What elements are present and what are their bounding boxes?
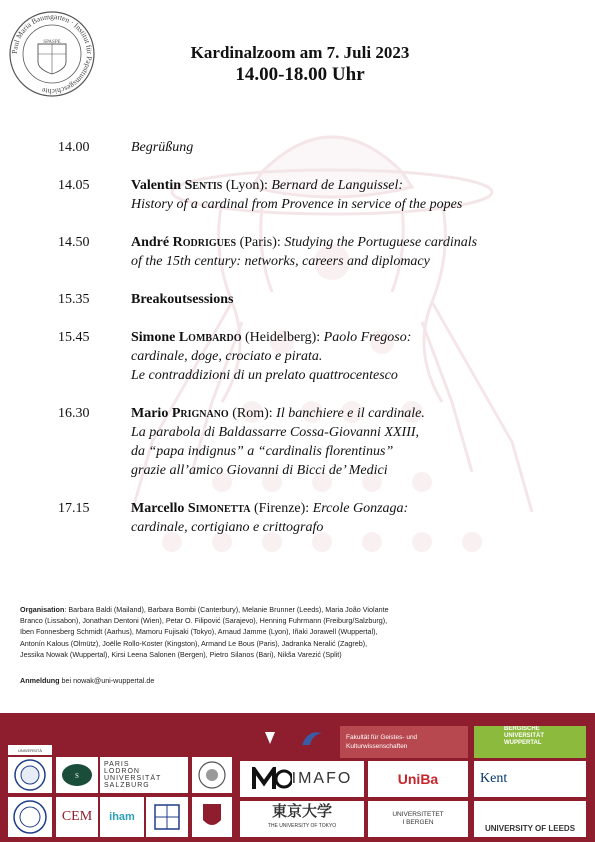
- slot-time: 14.50: [58, 235, 90, 250]
- organisation-label: Organisation: [20, 605, 65, 614]
- slot-time: 16.30: [58, 406, 90, 421]
- speaker-location: (Rom):: [232, 406, 273, 421]
- talk-title: Ercole Gonzaga:: [312, 501, 409, 516]
- speaker-location: (Heidelberg):: [245, 330, 321, 345]
- leeds-logo: UNIVERSITY OF LEEDS: [474, 801, 586, 837]
- slot-title: Begrüßung: [131, 140, 194, 155]
- speaker-location: (Lyon):: [225, 178, 268, 193]
- speaker-location: (Firenze):: [254, 501, 310, 516]
- talk-title: Bernard de Languissel:: [271, 178, 404, 193]
- speaker-location: (Paris):: [239, 235, 281, 250]
- programme-slot: [58, 404, 558, 480]
- organisation-line: Branco (Lissabon), Jonathan Dentoni (Wien), Petar O. Filipović (Sarajevo), Henning Fuhrmann (Freiburg/Salzburg),: [20, 616, 388, 626]
- speaker-first-name: Valentin: [131, 178, 182, 193]
- lisbon-logo: [192, 797, 232, 837]
- speaker-last-name: Prignano: [171, 406, 229, 421]
- talk-title: Paolo Fregoso:: [323, 330, 412, 345]
- slot-time: 15.35: [58, 292, 90, 307]
- organisation-line: Barbara Baldi (Mailand), Barbara Bombi (Canterbury), Melanie Brunner (Leeds), Maria João Violante: [68, 605, 389, 614]
- programme-slot: [58, 290, 558, 309]
- speaker-last-name: Rodrigues: [172, 235, 237, 250]
- registration: [20, 676, 154, 685]
- slot-time: 17.15: [58, 501, 90, 516]
- programme-slot: [58, 138, 558, 157]
- iham-logo: iham: [100, 797, 144, 837]
- trieste-logo: UNIVERSITÀ: [8, 745, 52, 755]
- programme-slot: [58, 499, 558, 537]
- talk-title: History of a cardinal from Provence in service of the popes: [131, 197, 463, 212]
- slot-time: 14.00: [58, 140, 90, 155]
- aarhus-logo: [146, 797, 188, 837]
- talk-title: cardinale, doge, crociato e pirata.: [131, 349, 323, 364]
- organisation-block: Organisation: Barbara Baldi (Mailand), Barbara Bombi (Canterbury), Melanie Brunner (Leeds), Maria João Violante Branco (Lissabon), Jonathan Dentoni (Wien), Petar O. Filipović (Sarajevo), Henning Fuhrmann (Freiburg/Salzburg), Iben Fonnesberg Schmidt (Aarhus), Mamoru Fujisaki (Tokyo), Arnaud Jamme (Lyon), Iñaki Jorawell (Wuppertal), Antonín Kalous (Olmütz), Joëlle Rollo-Koster (Kingston), Armand Le Bous (Paris), Jadranka Neralić (Zagreb), Jessika Nowak (Wuppertal), Kirsi Leena Salonen (Bergen), Pietro Silanos (Bari), Nikša Varezić (Split): [20, 604, 580, 660]
- slot-title: Breakoutsessions: [131, 292, 234, 307]
- slot-time: 14.05: [58, 178, 90, 193]
- talk-title: Le contraddizioni di un prelato quattrocentesco: [131, 368, 398, 383]
- speaker-first-name: Mario: [131, 406, 169, 421]
- imafo-logo: IMAFO: [240, 761, 364, 797]
- nanzan-logo: [250, 721, 290, 755]
- organisation-line: Jessika Nowak (Wuppertal), Kirsi Leena Salonen (Bergen), Pietro Silanos (Bari), Nikša Varezić (Split): [20, 649, 342, 659]
- talk-title: Il banchiere e il cardinale.: [276, 406, 425, 421]
- event-title: Kardinalzoom am 7. Juli 2023: [190, 43, 410, 62]
- speaker-first-name: Marcello: [131, 501, 185, 516]
- uniba-logo: UniBa: [368, 761, 468, 797]
- baldeck-logo: [292, 721, 332, 755]
- programme-slot: [58, 176, 558, 214]
- page-header: [100, 43, 500, 86]
- organisation-line: Antonín Kalous (Olmütz), Joëlle Rollo-Koster (Kingston), Armand Le Bous (Paris), Jadranka Neralić (Zagreb),: [20, 638, 368, 648]
- bergen-logo: UNIVERSITETET I BERGEN: [368, 801, 468, 837]
- kent-logo: Kent: [474, 761, 586, 797]
- programme-slot: [58, 233, 558, 271]
- registration-label: Anmeldung: [20, 676, 60, 685]
- talk-title: La parabola di Baldassarre Cossa-Giovanni XXIII,: [131, 425, 420, 440]
- talk-title: Studying the Portuguese cardinals: [284, 235, 478, 250]
- tokyo-logo: 東京大学 THE UNIVERSITY OF TOKYO: [240, 801, 364, 837]
- sponsor-footer: [0, 713, 595, 842]
- event-time: 14.00-18.00 Uhr: [235, 64, 365, 85]
- speaker-first-name: André: [131, 235, 170, 250]
- split-logo: [56, 757, 98, 793]
- svg-text:S: S: [75, 772, 79, 780]
- speaker-last-name: Sentis: [184, 178, 223, 193]
- talk-title: da “papa indignus” a “cardinalis florentinus”: [131, 444, 394, 459]
- seal-ring-text: Paul Maria Baumgarten · Institut für Papsttumsgeschichte: [9, 11, 95, 97]
- fakultaet-logo: Fakultät für Geistes- und Kulturwissenschaften: [340, 726, 468, 758]
- olomouc-logo: [8, 797, 52, 837]
- talk-title: grazie all’amico Giovanni di Bicci de’ Medici: [131, 463, 388, 478]
- speaker-first-name: Simone: [131, 330, 176, 345]
- registration-email[interactable]: bei nowak@uni-wuppertal.de: [61, 676, 155, 685]
- speaker-last-name: Simonetta: [187, 501, 251, 516]
- programme: [58, 138, 558, 537]
- paris-lodron-logo: PARIS LODRON UNIVERSITÄT SALZBURG: [100, 757, 188, 793]
- bergische-logo: BERGISCHE UNIVERSITÄT WUPPERTAL: [474, 726, 586, 758]
- lyon-logo: [8, 757, 52, 793]
- zagreb-logo: [192, 757, 232, 793]
- institute-seal: [8, 10, 96, 98]
- seal-abbrev: SPASPE: [43, 40, 61, 45]
- programme-slot: [58, 328, 558, 385]
- slot-time: 15.45: [58, 330, 90, 345]
- speaker-last-name: Lombardo: [178, 330, 242, 345]
- cem-logo: CEM: [56, 797, 98, 837]
- talk-title: of the 15th century: networks, careers and diplomacy: [131, 254, 430, 269]
- organisation-line: Iben Fonnesberg Schmidt (Aarhus), Mamoru Fujisaki (Tokyo), Arnaud Jamme (Lyon), Iñaki Jorawell (Wuppertal),: [20, 627, 378, 637]
- talk-title: cardinale, cortigiano e crittografo: [131, 520, 324, 535]
